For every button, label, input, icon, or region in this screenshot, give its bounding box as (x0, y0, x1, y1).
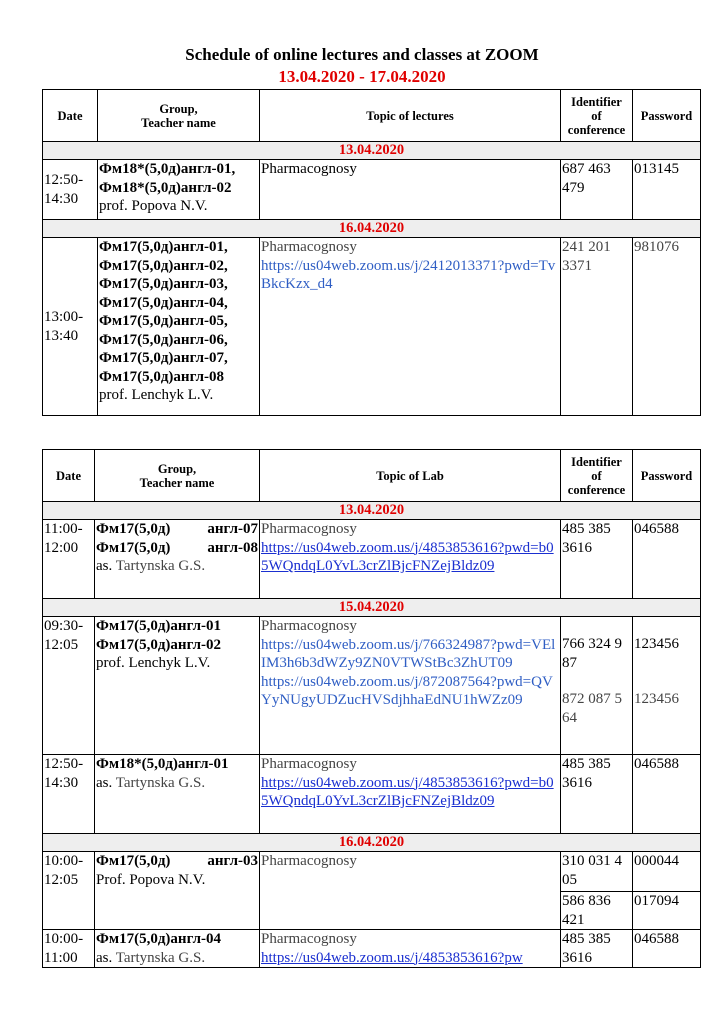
conference-id-cell (561, 617, 633, 755)
topic-name: Pharmacognosy (261, 239, 357, 255)
conference-id: 241 201 3371 (561, 238, 633, 416)
group-name: Фм17(5,0д)англ-01 (96, 618, 222, 634)
table-row (43, 852, 701, 892)
group-name: Фм17(5,0д)англ-04 (96, 931, 222, 947)
group-name: Фм17(5,0д) англ-08 (96, 539, 258, 556)
lectures-table (42, 89, 701, 416)
conference-id: 485 385 3616 (561, 755, 633, 834)
group-cell (98, 160, 260, 220)
topic-cell: Pharmacognosy (260, 160, 561, 220)
conference-id: 310 031 4 05 (561, 852, 633, 892)
table-row (43, 160, 701, 220)
group-cell (95, 852, 260, 930)
header-topic: Topic of lectures (260, 90, 561, 142)
time-cell: 12:50- 14:30 (43, 755, 95, 834)
teacher-name: Tartynska G.S. (115, 774, 206, 791)
group-names: Фм17(5,0д)англ-01, Фм17(5,0д)англ-02, Фм17(5,0д)англ-03, Фм17(5,0д)англ-04, Фм17(5,0д)англ-05, Фм17(5,0д)англ-06, Фм17(5,0д)англ-07, Фм17(5,0д)англ-08 (99, 239, 228, 385)
teacher-name: Tartynska G.S. (115, 949, 206, 966)
password-cell: 017094 (633, 892, 701, 930)
teacher-line (96, 557, 258, 576)
time-cell: 11:00- 12:00 (43, 520, 95, 599)
header-group: Group, Teacher name (98, 90, 260, 142)
header-group: Group, Teacher name (95, 450, 260, 502)
conference-id: 766 324 9 87 (562, 636, 622, 671)
date-separator: 13.04.2020 (43, 142, 701, 160)
date-separator: 15.04.2020 (43, 599, 701, 617)
teacher-name: prof. Lenchyk L.V. (99, 387, 214, 403)
conference-id: 586 836 421 (561, 892, 633, 930)
header-password: Password (633, 450, 701, 502)
teacher-name: Tartynska G.S. (115, 558, 206, 574)
header-topic: Topic of Lab (260, 450, 561, 502)
group-cell (95, 617, 260, 755)
group-name: Фм17(5,0д)англ-02 (96, 636, 222, 653)
password-cell: 981076 (633, 238, 701, 416)
password-cell (633, 617, 701, 755)
group-names: Фм18*(5,0д)англ-01, Фм18*(5,0д)англ-02 (99, 161, 236, 196)
teacher-name: prof. Popova N.V. (99, 198, 208, 214)
table-row (43, 930, 701, 968)
password: 123456 (634, 636, 679, 652)
lectures-header-row (43, 90, 701, 142)
date-separator-row (43, 834, 701, 852)
zoom-link[interactable]: https://us04web.zoom.us/j/2412013371?pwd=TvBkcKzx_d4 (261, 257, 556, 292)
conference-id: 485 385 3616 (561, 520, 633, 599)
group-name: Фм17(5,0д) англ-03 (96, 853, 258, 869)
password-cell: 000044 (633, 852, 701, 892)
time-cell: 10:00- 11:00 (43, 930, 95, 968)
topic-name: Pharmacognosy (261, 931, 357, 947)
topic-name: Pharmacognosy (261, 618, 357, 634)
time-cell: 13:00- 13:40 (43, 238, 98, 416)
password-cell: 013145 (633, 160, 701, 220)
header-identifier: Identifier of conference (561, 90, 633, 142)
date-range: 13.04.2020 - 17.04.2020 (278, 67, 446, 86)
teacher-line (96, 949, 258, 968)
labs-table (42, 449, 701, 968)
date-separator: 13.04.2020 (43, 502, 701, 520)
teacher-prefix: as. (96, 558, 113, 574)
header-date: Date (43, 450, 95, 502)
time-cell: 10:00- 12:05 (43, 852, 95, 930)
table-row (43, 755, 701, 834)
conference-id: 872 087 5 64 (562, 691, 622, 726)
topic-name: Pharmacognosy (261, 521, 357, 537)
date-separator: 16.04.2020 (43, 834, 701, 852)
time-cell: 09:30- 12:05 (43, 617, 95, 755)
group-cell (95, 520, 260, 599)
teacher-name: prof. Lenchyk L.V. (96, 655, 211, 671)
password-cell: 046588 (633, 755, 701, 834)
zoom-link[interactable]: https://us04web.zoom.us/j/766324987?pwd=VElIM3h6b3dWZy9ZN0VTWStBc3ZhUT09 (261, 636, 556, 671)
group-cell (98, 238, 260, 416)
topic-cell (260, 755, 561, 834)
password-cell: 046588 (633, 930, 701, 968)
password: 123456 (634, 690, 679, 707)
date-separator-row (43, 220, 701, 238)
teacher-line (96, 774, 258, 793)
table-row (43, 238, 701, 416)
teacher-prefix: as. (96, 774, 113, 791)
labs-header-row (43, 450, 701, 502)
zoom-link[interactable]: https://us04web.zoom.us/j/4853853616?pwd=b05WQndqL0YvL3crZlBjcFNZejBldz09 (261, 539, 554, 574)
time-cell: 12:50- 14:30 (43, 160, 98, 220)
table-row (43, 520, 701, 599)
zoom-link[interactable]: https://us04web.zoom.us/j/872087564?pwd=QVYyNUgyUDZucHVSdjhhaEdNU1hWZz09 (261, 673, 553, 708)
teacher-name: Prof. Popova N.V. (96, 871, 206, 888)
topic-cell (260, 617, 561, 755)
zoom-link[interactable]: https://us04web.zoom.us/j/4853853616?pwd=b05WQndqL0YvL3crZlBjcFNZejBldz09 (261, 774, 554, 809)
group-name: Фм17(5,0д) англ-07 (96, 521, 258, 537)
group-cell (95, 755, 260, 834)
topic-cell (260, 930, 561, 968)
header-password: Password (633, 90, 701, 142)
page-title: Schedule of online lectures and classes at ZOOM (185, 45, 539, 64)
conference-id: 687 463 479 (561, 160, 633, 220)
group-cell (95, 930, 260, 968)
teacher-prefix: as. (96, 949, 113, 966)
group-name: Фм18*(5,0д)англ-01 (96, 756, 229, 772)
topic-name: Pharmacognosy (261, 756, 357, 772)
topic-cell: Pharmacognosy (260, 852, 561, 930)
table-row (43, 617, 701, 755)
zoom-link[interactable]: https://us04web.zoom.us/j/4853853616?pw (261, 949, 523, 966)
date-separator-row (43, 502, 701, 520)
header-date: Date (43, 90, 98, 142)
header-identifier: Identifier of conference (561, 450, 633, 502)
password-cell: 046588 (633, 520, 701, 599)
topic-cell (260, 238, 561, 416)
conference-id: 485 385 3616 (561, 930, 633, 968)
date-separator-row (43, 142, 701, 160)
topic-cell (260, 520, 561, 599)
date-separator-row (43, 599, 701, 617)
date-separator: 16.04.2020 (43, 220, 701, 238)
